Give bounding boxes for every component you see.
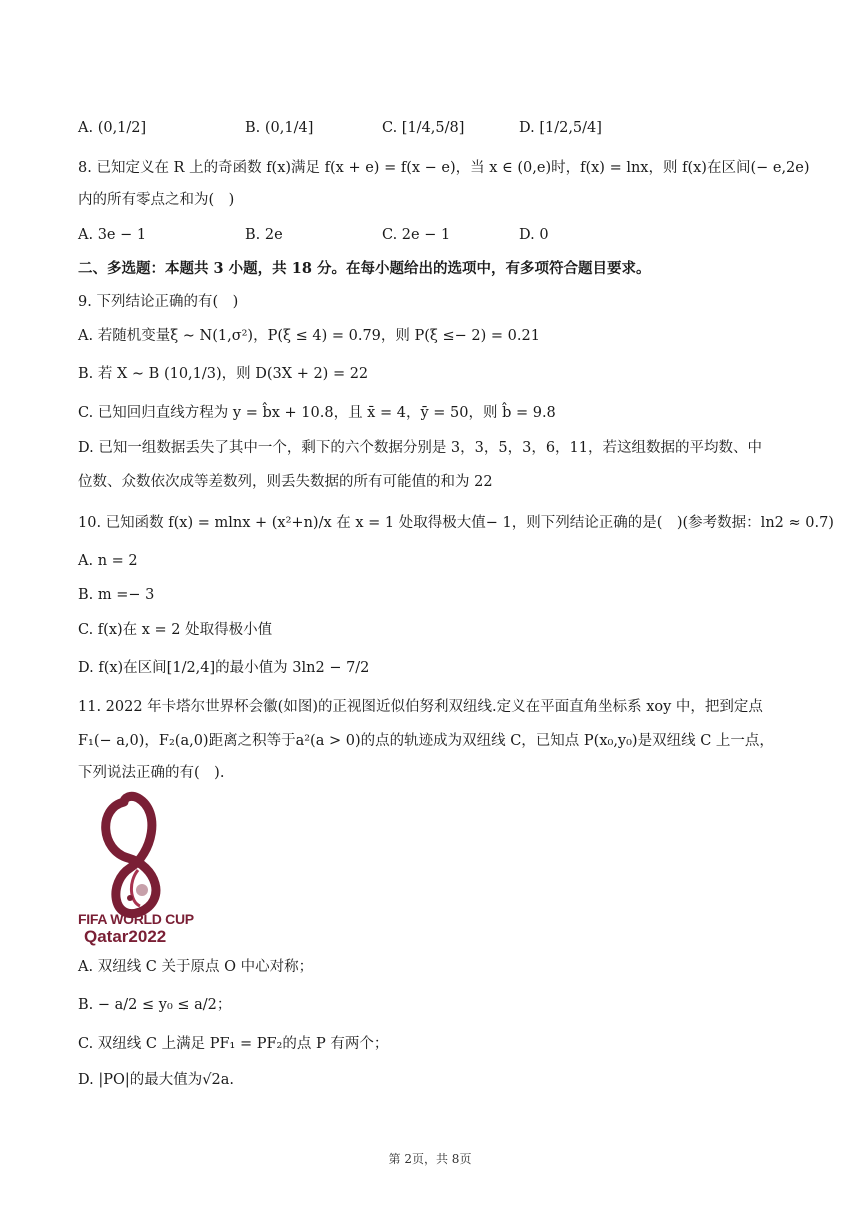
q9-option-a: A. 若随机变量ξ ∼ N(1,σ²)，P(ξ ≤ 4) = 0.79，则 P(ξ ≤− 2) = 0.21 bbox=[78, 328, 540, 344]
q9-option-d-line2: 位数、众数依次成等差数列，则丢失数据的所有可能值的和为 22 bbox=[78, 474, 493, 490]
q10-option-d: D. f(x)在区间[1/2,4]的最小值为 3ln2 − 7/2 bbox=[78, 660, 370, 676]
logo-text-line1: FIFA WORLD CUP bbox=[78, 911, 194, 927]
logo-text-line2: Qatar2022 bbox=[84, 927, 167, 946]
q10-option-c: C. f(x)在 x = 2 处取得极小值 bbox=[78, 622, 273, 638]
q7-option-b: B. (0,1/4] bbox=[245, 120, 314, 136]
q11-stem-line2: F₁(− a,0)，F₂(a,0)距离之积等于a²(a > 0)的点的轨迹成为双纽线 C，已知点 P(x₀,y₀)是双纽线 C 上一点， bbox=[78, 733, 774, 749]
q7-option-d: D. [1/2,5/4] bbox=[519, 120, 602, 136]
q8-option-d: D. 0 bbox=[519, 227, 549, 243]
q9-option-b: B. 若 X ∼ B (10,1/3)，则 D(3X + 2) = 22 bbox=[78, 366, 369, 382]
lemniscate-emblem-icon bbox=[78, 790, 210, 946]
q8-option-b: B. 2e bbox=[245, 227, 283, 243]
q11-stem-line1: 11. 2022 年卡塔尔世界杯会徽(如图)的正视图近似伯努利双纽线.定义在平面直角坐标系 xoy 中，把到定点 bbox=[78, 699, 763, 715]
q11-option-a: A. 双纽线 C 关于原点 O 中心对称； bbox=[78, 959, 314, 975]
q8-option-a: A. 3e − 1 bbox=[78, 227, 147, 243]
q11-stem-line3: 下列说法正确的有( ). bbox=[78, 765, 225, 781]
q11-option-c: C. 双纽线 C 上满足 PF₁ = PF₂的点 P 有两个； bbox=[78, 1036, 389, 1052]
q9-option-c: C. 已知回归直线方程为 y = b̂x + 10.8，且 x̄ = 4，ȳ = 50，则 b̂ = 9.8 bbox=[78, 405, 556, 421]
q10-stem: 10. 已知函数 f(x) = mlnx + (x²+n)/x 在 x = 1 处取得极大值− 1，则下列结论正确的是( )(参考数据：ln2 ≈ 0.7) bbox=[78, 515, 834, 531]
q11-option-b: B. − a/2 ≤ y₀ ≤ a/2； bbox=[78, 997, 232, 1013]
q7-option-a: A. (0,1/2] bbox=[78, 120, 147, 136]
q10-option-b: B. m =− 3 bbox=[78, 587, 155, 603]
q9-option-d-line1: D. 已知一组数据丢失了其中一个，剩下的六个数据分别是 3，3，5，3，6，11，若这组数据的平均数、中 bbox=[78, 440, 763, 456]
qatar-2022-emblem-image bbox=[78, 790, 210, 946]
q10-option-a: A. n = 2 bbox=[78, 553, 138, 569]
section-heading: 二、多选题：本题共 3 小题，共 18 分。在每小题给出的选项中，有多项符合题目要求。 bbox=[78, 260, 651, 277]
q11-option-d: D. |PO|的最大值为√2a. bbox=[78, 1072, 234, 1088]
q9-stem: 9. 下列结论正确的有( ) bbox=[78, 294, 239, 310]
q8-stem-line1: 8. 已知定义在 R 上的奇函数 f(x)满足 f(x + e) = f(x − e)，当 x ∈ (0,e)时，f(x) = lnx，则 f(x)在区间(− e,2e) bbox=[78, 160, 810, 176]
q8-option-c: C. 2e − 1 bbox=[382, 227, 451, 243]
q7-option-c: C. [1/4,5/8] bbox=[382, 120, 465, 136]
page-footer: 第 2页，共 8页 bbox=[388, 1152, 472, 1166]
q8-stem-line2: 内的所有零点之和为( ) bbox=[78, 192, 235, 208]
